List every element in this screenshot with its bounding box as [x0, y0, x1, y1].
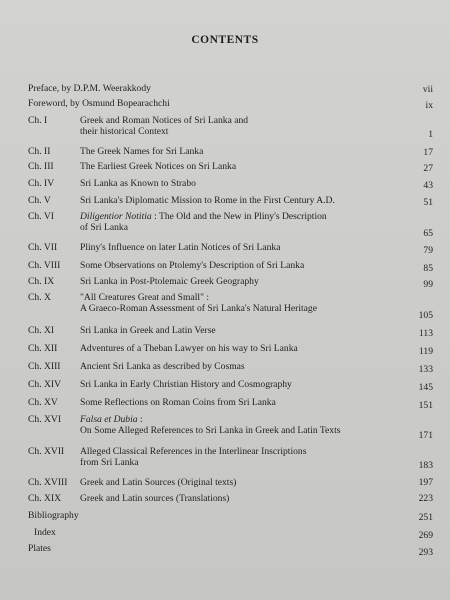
toc-entry-title: Foreword, by Osmund Bopearachchi: [28, 98, 170, 109]
toc-entry-page: ix: [425, 100, 433, 111]
toc-entry-title: The Greek Names for Sri Lanka: [80, 146, 204, 157]
toc-title-italic: Falsa et Dubia: [80, 414, 138, 425]
toc-entry-title: Sri Lanka's Diplomatic Mission to Rome in the First Century A.D.: [80, 195, 335, 206]
toc-chapter-number: Ch. VI: [28, 211, 54, 222]
toc-title-line1: "All Creatures Great and Small" :: [80, 292, 210, 303]
toc-entry-page: 133: [418, 364, 433, 375]
toc-chapter-number: Ch. I: [28, 115, 48, 126]
toc-entry-page: 85: [423, 263, 433, 274]
toc-title-line2: from Sri Lanka: [80, 457, 139, 468]
toc-entry-page: 119: [418, 346, 433, 357]
toc-entry-title: Adventures of a Theban Lawyer on his way to Sri Lanka: [80, 343, 298, 354]
toc-entry-page: 151: [418, 400, 433, 411]
toc-entry-title: Index: [34, 527, 56, 538]
toc-entry-page: 145: [418, 382, 433, 393]
toc-chapter-number: Ch. V: [28, 195, 51, 206]
toc-entry-title: Sri Lanka in Early Christian History and Cosmography: [80, 379, 292, 390]
toc-chapter-number: Ch. XVIII: [28, 477, 68, 488]
toc-entry-title: Sri Lanka in Post-Ptolemaic Greek Geography: [80, 276, 259, 287]
toc-chapter-number: Ch. XI: [28, 325, 55, 336]
toc-entry-page: 113: [418, 328, 433, 339]
toc-entry-title: Some Observations on Ptolemy's Description of Sri Lanka: [80, 260, 305, 271]
toc-entry-page: 27: [423, 163, 433, 174]
toc-entry-page: 17: [423, 147, 433, 158]
toc-entry-page: 251: [418, 512, 433, 523]
toc-chapter-number: Ch. III: [28, 161, 54, 172]
toc-entry-page: vii: [422, 84, 433, 95]
toc-chapter-number: Ch. IX: [28, 276, 55, 287]
toc-chapter-number: Ch. XIII: [28, 361, 61, 372]
toc-title-line2: A Graeco-Roman Assessment of Sri Lanka's Natural Heritage: [80, 303, 317, 314]
toc-entry-page: 269: [418, 530, 433, 541]
toc-entry-page: 197: [418, 477, 433, 488]
toc-chapter-number: Ch. XVI: [28, 414, 62, 425]
toc-entry-title: [80, 292, 317, 314]
toc-entry-page: 99: [423, 279, 433, 290]
toc-title-line2: of Sri Lanka: [80, 222, 128, 233]
toc-title-line2: On Some Alleged References to Sri Lanka in Greek and Latin Texts: [80, 425, 341, 436]
toc-chapter-number: Ch. XV: [28, 397, 58, 408]
toc-entry-title: Preface, by D.P.M. Weerakkody: [28, 83, 151, 94]
toc-entry-page: 171: [418, 430, 433, 441]
toc-title-line1: Alleged Classical References in the Interlinear Inscriptions: [80, 446, 307, 457]
toc-entry-title: Bibliography: [28, 510, 79, 521]
toc-chapter-number: Ch. VIII: [28, 260, 61, 271]
toc-title-line1: Greek and Roman Notices of Sri Lanka and: [80, 115, 249, 126]
toc-entry-title: [80, 115, 248, 137]
toc-entry-page: 223: [418, 493, 433, 504]
toc-title-line1: : The Old and the New in Pliny's Description: [151, 211, 327, 222]
toc-entry-title: [80, 414, 341, 436]
toc-title-italic: Diligentior Notitia: [80, 211, 152, 222]
toc-chapter-number: Ch. II: [28, 146, 51, 157]
toc-chapter-number: Ch. XVII: [28, 446, 65, 457]
toc-entry-title: Sri Lanka as Known to Strabo: [80, 178, 196, 189]
toc-entry-title: Plates: [28, 543, 51, 554]
toc-entry-page: 65: [423, 228, 433, 239]
toc-entry-page: 43: [423, 180, 433, 191]
toc-chapter-number: Ch. XIV: [28, 379, 62, 390]
toc-entry-title: The Earliest Greek Notices on Sri Lanka: [80, 161, 237, 172]
toc-entry-page: 183: [418, 460, 433, 471]
toc-entry-title: Some Reflections on Roman Coins from Sri Lanka: [80, 397, 276, 408]
toc-entry-title: Ancient Sri Lanka as described by Cosmas: [80, 361, 245, 372]
toc-entry-title: [80, 211, 327, 233]
toc-chapter-number: Ch. IV: [28, 178, 55, 189]
toc-entry-title: Sri Lanka in Greek and Latin Verse: [80, 325, 216, 336]
toc-entry-title: Pliny's Influence on later Latin Notices of Sri Lanka: [80, 242, 281, 253]
toc-entry-title: Greek and Latin Sources (Original texts): [80, 477, 237, 488]
toc-chapter-number: Ch. XII: [28, 343, 58, 354]
toc-title-line1: :: [137, 414, 143, 425]
contents-heading: CONTENTS: [191, 34, 259, 46]
toc-entry-page: 79: [423, 245, 433, 256]
toc-title-line2: their historical Context: [80, 126, 169, 137]
toc-entry-page: 105: [418, 310, 433, 321]
toc-chapter-number: Ch. X: [28, 292, 51, 303]
toc-entry-title: [80, 446, 306, 468]
toc-chapter-number: Ch. XIX: [28, 493, 62, 504]
toc-chapter-number: Ch. VII: [28, 242, 58, 253]
toc-entry-page: 1: [428, 129, 433, 140]
toc-entry-page: 51: [423, 197, 433, 208]
toc-entry-page: 293: [418, 547, 433, 558]
toc-entry-title: Greek and Latin sources (Translations): [80, 493, 230, 504]
